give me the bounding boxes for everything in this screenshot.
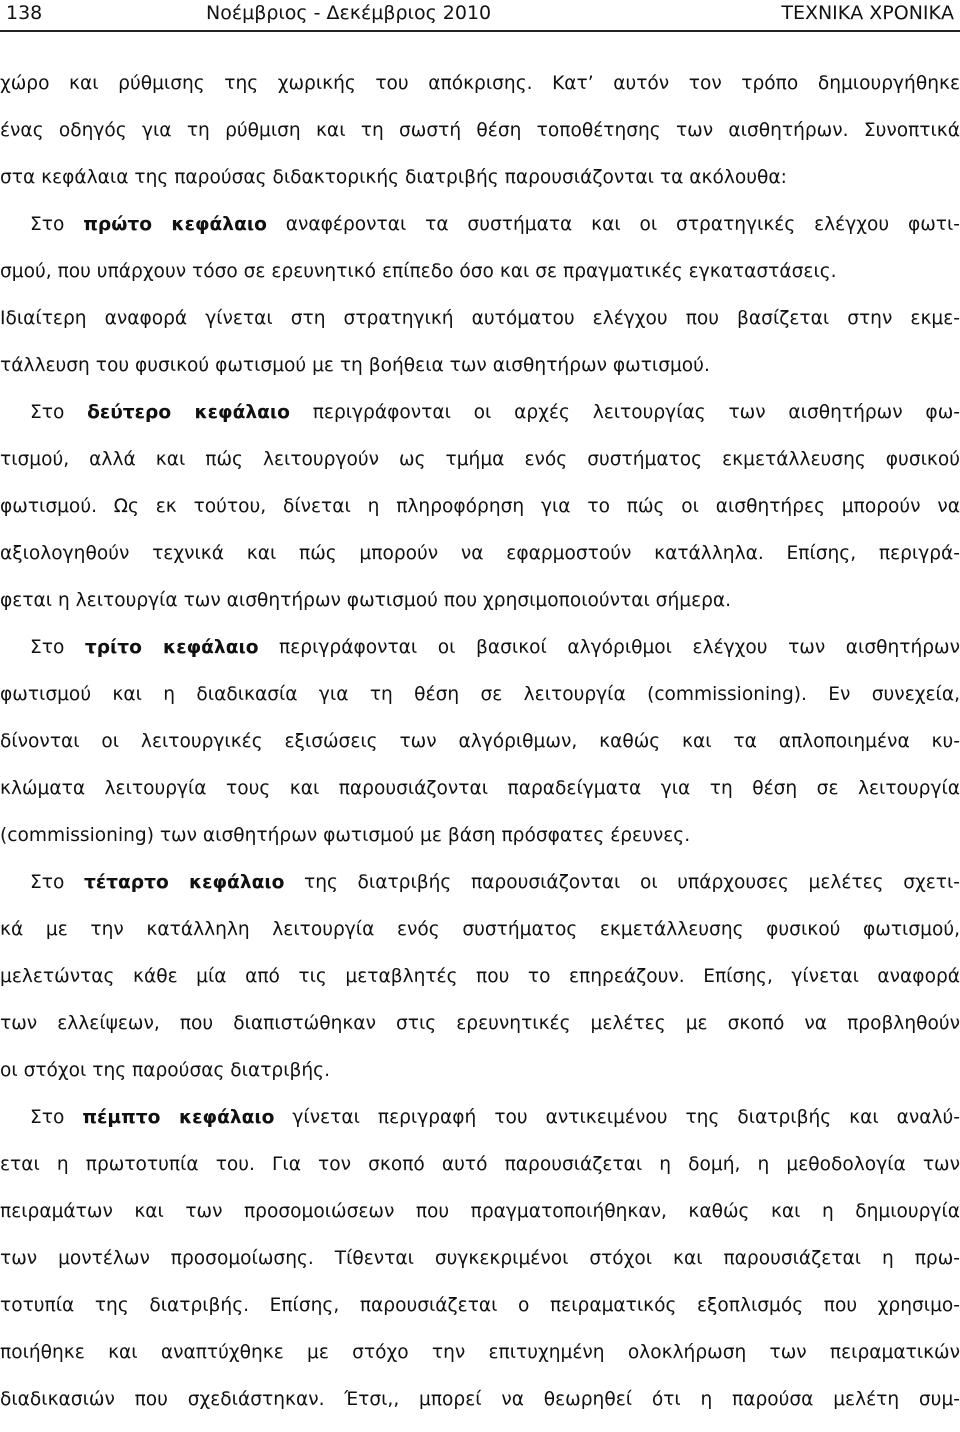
- chapter-heading: τέταρτο κεφάλαιο: [83, 872, 285, 893]
- chapter-heading: πρώτο κεφάλαιο: [83, 214, 267, 235]
- text-line: Ιδιαίτερη αναφορά γίνεται στη στρατηγική αυτόματου ελέγχου που βασίζεται στην εκμε-: [0, 308, 960, 329]
- text-line: φεται η λειτουργία των αισθητήρων φωτισμού που χρησιμοποιούνται σήμερα.: [0, 590, 732, 611]
- text-line: πειραμάτων και των προσομοιώσεων που πραγματοποιήθηκαν, καθώς και η δημιουργία: [0, 1201, 960, 1222]
- text-line: οι στόχοι της παρούσας διατριβής.: [0, 1060, 330, 1081]
- line-text: Στο: [30, 402, 88, 423]
- chapter-heading: τρίτο κεφάλαιο: [84, 637, 259, 658]
- text-line: τάλλευση του φυσικού φωτισμού με τη βοήθεια των αισθητήρων φωτισμού.: [0, 355, 710, 376]
- text-line: δίνονται οι λειτουργικές εξισώσεις των αλγόριθμων, καθώς και τα απλοποιημένα κυ-: [0, 731, 960, 752]
- text-line: φωτισμού και η διαδικασία για τη θέση σε λειτουργία (commissioning). Εν συνεχεία,: [0, 684, 960, 705]
- line-text: Στο: [30, 1107, 83, 1128]
- text-line: [0, 859, 960, 906]
- text-line: αξιολογηθούν τεχνικά και πώς μπορούν να εφαρμοστούν κατάλληλα. Επίσης, περιγρά-: [0, 543, 960, 564]
- text-line: κά με την κατάλληλη λειτουργία ενός συστήματος εκμετάλλευσης φυσικού φωτισμού,: [0, 919, 960, 940]
- body-text: [0, 60, 960, 1423]
- line-text: Στο: [30, 872, 84, 893]
- text-line: [0, 624, 960, 671]
- page-number: 138: [6, 2, 43, 24]
- text-line: των ελλείψεων, που διαπιστώθηκαν στις ερευνητικές μελέτες με σκοπό να προβληθούν: [0, 1013, 960, 1034]
- text-line: κλώματα λειτουργία τους και παρουσιάζονται παραδείγματα για τη θέση σε λειτουργία: [0, 778, 960, 799]
- line-text: Στο: [30, 214, 84, 235]
- text-line: [0, 201, 960, 248]
- text-line: ποιήθηκε και αναπτύχθηκε με στόχο την επιτυχημένη ολοκλήρωση των πειραματικών: [0, 1342, 960, 1363]
- text-line: [0, 1094, 960, 1141]
- line-text: της διατριβής παρουσιάζονται οι υπάρχουσες μελέτες σχετι-: [284, 872, 960, 893]
- text-line: στα κεφάλαια της παρούσας διδακτορικής διατριβής παρουσιάζονται τα ακόλουθα:: [0, 167, 787, 188]
- text-line: μελετώντας κάθε μία από τις μεταβλητές που το επηρεάζουν. Επίσης, γίνεται αναφορά: [0, 966, 960, 987]
- text-line: εται η πρωτοτυπία του. Για τον σκοπό αυτό παρουσιάζεται η δομή, η μεθοδολογία των: [0, 1154, 960, 1175]
- text-line: [0, 389, 960, 436]
- text-line: διαδικασιών που σχεδιάστηκαν. Έτσι,, μπορεί να θεωρηθεί ότι η παρούσα μελέτη συμ-: [0, 1389, 960, 1410]
- issue-date: Νοέμβριος - Δεκέμβριος 2010: [206, 2, 492, 24]
- line-text: Στο: [30, 637, 85, 658]
- chapter-heading: πέμπτο κεφάλαιο: [82, 1107, 275, 1128]
- text-line: σμού, που υπάρχουν τόσο σε ερευνητικό επίπεδο όσο και σε πραγματικές εγκαταστάσεις.: [0, 261, 837, 282]
- chapter-heading: δεύτερο κεφάλαιο: [87, 402, 290, 423]
- text-line: τισμού, αλλά και πώς λειτουργούν ως τμήμα ενός συστήματος εκμετάλλευσης φυσικού: [0, 449, 960, 470]
- line-text: περιγράφονται οι αρχές λειτουργίας των αισθητήρων φω-: [289, 402, 960, 423]
- line-text: περιγράφονται οι βασικοί αλγόριθμοι ελέγχου των αισθητήρων: [258, 637, 960, 658]
- text-line: φωτισμού. Ως εκ τούτου, δίνεται η πληροφόρηση για το πώς οι αισθητήρες μπορούν να: [0, 496, 960, 517]
- text-line: ένας οδηγός για τη ρύθμιση και τη σωστή θέση τοποθέτησης των αισθητήρων. Συνοπτικά: [0, 120, 960, 141]
- running-header: [0, 0, 960, 30]
- line-text: γίνεται περιγραφή του αντικειμένου της διατριβής και αναλύ-: [274, 1107, 960, 1128]
- text-line: χώρο και ρύθμισης της χωρικής του απόκρισης. Κατ’ αυτόν τον τρόπο δημιουργήθηκε: [0, 73, 960, 94]
- text-line: (commissioning) των αισθητήρων φωτισμού με βάση πρόσφατες έρευνες.: [0, 825, 691, 846]
- text-line: των μοντέλων προσομοίωσης. Τίθενται συγκεκριμένοι στόχοι και παρουσιάζεται η πρω-: [0, 1248, 960, 1269]
- header-rule: [0, 30, 960, 32]
- line-text: αναφέρονται τα συστήματα και οι στρατηγικές ελέγχου φωτι-: [266, 214, 960, 235]
- text-line: τοτυπία της διατριβής. Επίσης, παρουσιάζεται ο πειραματικός εξοπλισμός που χρησιμο-: [0, 1295, 960, 1316]
- journal-title: ΤΕΧΝΙΚΑ ΧΡΟΝΙΚΑ: [781, 2, 954, 24]
